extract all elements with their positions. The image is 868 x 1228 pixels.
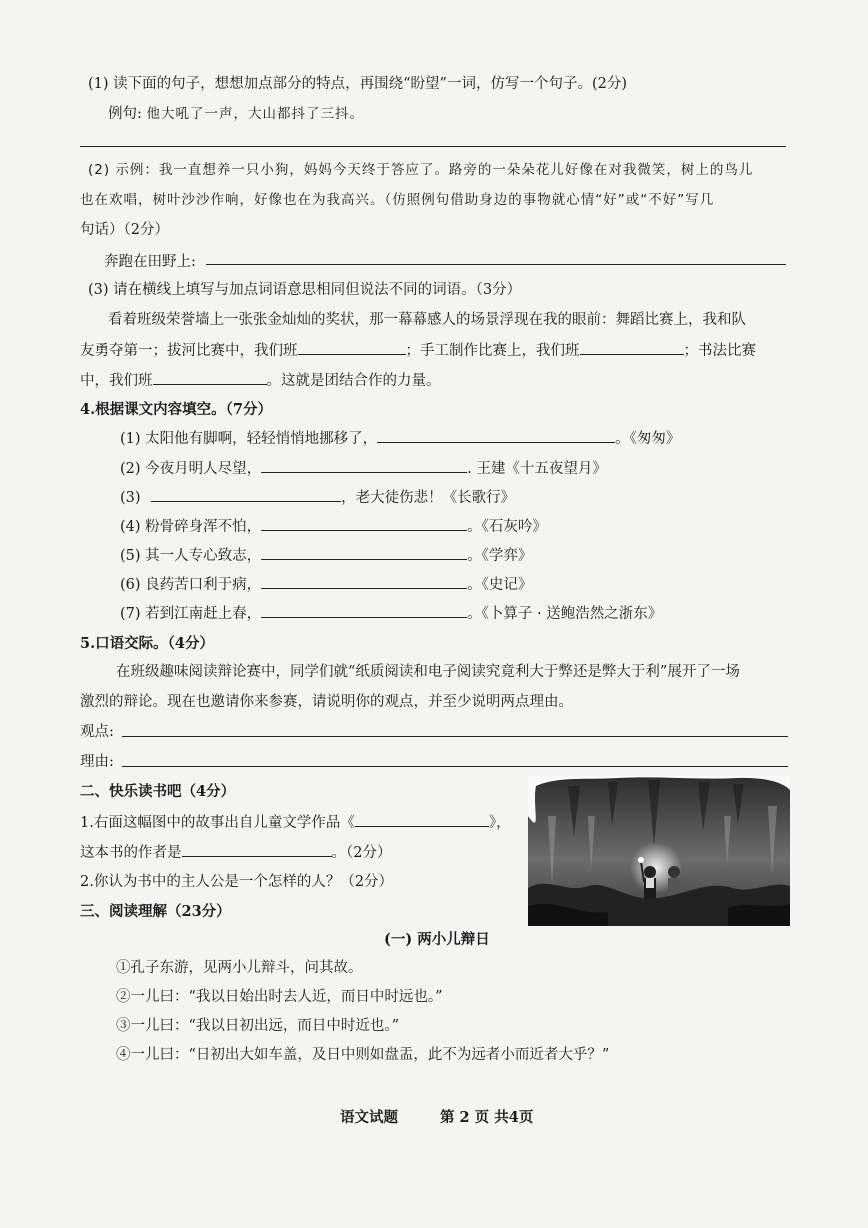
section3-title: 三、阅读理解（23分）	[80, 903, 231, 920]
cave-scene-image	[528, 776, 790, 926]
section2-title: 二、快乐读书吧（4分）	[80, 783, 236, 800]
q5-title: 5.口语交际。（4分）	[80, 635, 214, 652]
q4-item-6	[120, 574, 532, 595]
passage-line-4: ④一儿曰：“日初出大如车盖，及日中则如盘盂，此不为远者小而近者大乎？”	[116, 1047, 610, 1063]
q3-para-line1: 看着班级荣誉墙上一张张金灿灿的奖状，那一幕幕感人的场景浮现在我的眼前：舞蹈比赛上，我和队	[108, 312, 746, 328]
q2-answer-lead: 奔跑在田野上:	[104, 254, 196, 270]
passage-line-3: ③一儿曰：“我以日初出远，而日中时近也。”	[116, 1018, 400, 1034]
q3-para-line2	[80, 340, 756, 361]
q2-prompt-line1	[88, 160, 753, 180]
q4-item-2-after: . 王建《十五夜望月》	[467, 461, 607, 477]
q5-viewpoint-line[interactable]	[122, 736, 788, 737]
section2-q1-text-b: 》，	[488, 815, 511, 831]
q4-item-6-num: (6)	[120, 577, 141, 593]
q2-prompt-line2	[80, 190, 714, 210]
q4-blank-1[interactable]	[377, 428, 615, 443]
section3-subtitle: (一) 两小儿辩日	[384, 931, 490, 948]
q3-text-2b: ；手工制作比赛上，我们班	[405, 343, 580, 359]
q1-answer-line[interactable]	[80, 146, 786, 147]
q2-answer-line[interactable]	[206, 264, 786, 265]
q4-blank-6[interactable]	[261, 574, 467, 589]
q1-prompt: (1) 读下面的句子，想想加点部分的特点，再围绕“盼望”一词，仿写一个句子。(2分)	[88, 76, 628, 92]
section2-q1-text-a: 1.右面这幅图中的故事出自儿童文学作品《	[80, 815, 355, 831]
q4-item-4-before: 粉骨碎身浑不怕，	[145, 519, 262, 535]
footer-page-info: 第 2 页 共4页	[440, 1109, 534, 1126]
q2-prompt-line3: 句话）（2分）	[80, 222, 169, 238]
q4-item-2-before: 今夜月明人尽望，	[145, 461, 262, 477]
section2-q2: 2.你认为书中的主人公是一个怎样的人？（2分）	[80, 874, 394, 890]
section2-author-blank[interactable]	[182, 842, 332, 857]
q4-item-4-after: 。《石灰吟》	[467, 519, 547, 535]
q4-item-4	[120, 516, 547, 537]
q4-item-5-num: (5)	[120, 548, 141, 564]
q2-prompt-line2-text: 也在欢唱，树叶沙沙作响，好像也在为我高兴。（仿照例句借助身边的事物就心情“好”或“不好”写几	[80, 192, 715, 208]
q5-viewpoint-label: 观点:	[80, 724, 114, 740]
q4-title: 4.根据课文内容填空。（7分）	[80, 401, 272, 418]
footer-subject: 语文试题	[340, 1109, 398, 1126]
q4-item-6-before: 良药苦口利于病，	[145, 577, 262, 593]
q4-item-7	[120, 603, 662, 624]
q4-item-1-num: (1)	[120, 431, 141, 447]
q3-blank-1[interactable]	[298, 340, 406, 355]
q4-blank-2[interactable]	[261, 458, 467, 473]
section2-q1-text-c: 这本书的作者是	[80, 845, 182, 861]
q4-item-1	[120, 428, 680, 449]
q4-item-3-after: ，老大徒伤悲！《长歌行》	[341, 490, 516, 506]
passage-line-1: ①孔子东游，见两小儿辩斗，问其故。	[116, 960, 363, 976]
section2-q1-line1	[80, 812, 511, 833]
section2-q1-text-d: 。（2分）	[331, 845, 392, 861]
passage-line-2: ②一儿曰：“我以日始出时去人近，而日中时远也。”	[116, 989, 443, 1005]
story-illustration	[528, 776, 790, 926]
q1-example-label: 例句:	[108, 106, 142, 122]
q1-example-text: 他大吼了一声，大山都抖了三抖。	[146, 106, 364, 122]
q4-item-6-after: 。《史记》	[467, 577, 533, 593]
q5-reason-line[interactable]	[122, 766, 788, 767]
q4-item-4-num: (4)	[120, 519, 141, 535]
q4-blank-5[interactable]	[261, 545, 467, 560]
section2-book-blank[interactable]	[355, 812, 489, 827]
q5-reason-label: 理由:	[80, 754, 114, 770]
q4-item-3-num: (3)	[120, 490, 141, 506]
q4-item-7-before: 若到江南赶上春，	[145, 606, 262, 622]
q3-text-3b: 。这就是团结合作的力量。	[266, 373, 441, 389]
q4-item-7-num: (7)	[120, 606, 141, 622]
q3-text-2a: 友勇夺第一；拔河比赛中，我们班	[80, 343, 298, 359]
q3-blank-2[interactable]	[580, 340, 684, 355]
q3-prompt: (3) 请在横线上填写与加点词语意思相同但说法不同的词语。（3分）	[88, 282, 522, 298]
q5-para-line1: 在班级趣味阅读辩论赛中，同学们就“纸质阅读和电子阅读究竟利大于弊还是弊大于利”展开了一场	[116, 664, 740, 680]
q4-item-3	[120, 487, 515, 508]
q4-blank-7[interactable]	[261, 603, 467, 618]
q4-item-1-before: 太阳他有脚啊，轻轻悄悄地挪移了，	[145, 431, 378, 447]
q4-item-1-after: 。《匆匆》	[615, 431, 681, 447]
q3-text-2c: ；书法比赛	[683, 343, 756, 359]
q4-item-2-num: (2)	[120, 461, 141, 477]
q4-item-5-after: 。《学弈》	[467, 548, 533, 564]
q5-para-line2: 激烈的辩论。现在也邀请你来参赛，请说明你的观点，并至少说明两点理由。	[80, 694, 573, 710]
q1-example	[108, 104, 364, 124]
q3-text-3a: 中，我们班	[80, 373, 153, 389]
q2-prompt-line1-text: (2) 示例：我一直想养一只小狗，妈妈今天终于答应了。路旁的一朵朵花儿好像在对我微笑，树上的鸟儿	[88, 162, 754, 178]
q4-item-2	[120, 458, 607, 479]
q4-blank-3[interactable]	[151, 487, 341, 502]
q3-blank-3[interactable]	[153, 370, 267, 385]
q4-blank-4[interactable]	[261, 516, 467, 531]
q4-item-7-after: 。《卜算子 · 送鲍浩然之浙东》	[467, 606, 663, 622]
q4-item-5-before: 其一人专心致志，	[145, 548, 262, 564]
section2-q1-line2	[80, 842, 391, 863]
q3-para-line3	[80, 370, 441, 391]
q4-item-5	[120, 545, 532, 566]
